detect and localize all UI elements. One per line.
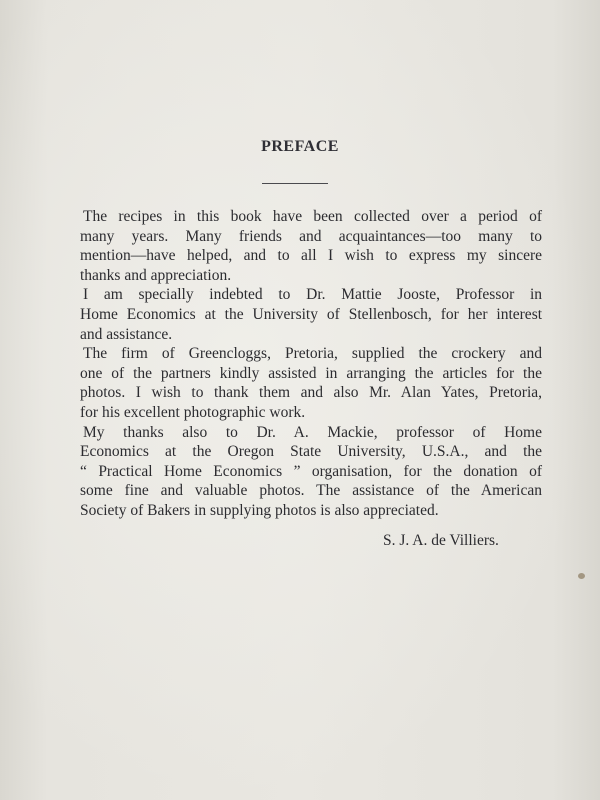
page-title: PREFACE xyxy=(261,138,339,155)
paper-stain xyxy=(578,573,585,579)
text-line: I am specially indebted to Dr. Mattie Jooste, Professor in xyxy=(83,286,543,304)
text-line: and assistance. xyxy=(80,325,173,343)
text-line: The recipes in this book have been collected over a period of xyxy=(83,208,542,225)
paragraph-2 xyxy=(80,285,542,344)
paragraph-3 xyxy=(80,344,542,422)
text-line: My thanks also to Dr. A. Mackie, professor of Home xyxy=(83,423,542,441)
title-divider xyxy=(262,183,328,184)
text-line: Economics at the Oregon State University, U.S.A., and the xyxy=(80,443,542,461)
text-line: mention—have helped, and to all I wish to express my sincere xyxy=(80,247,543,265)
text-line: The firm of Greencloggs, Pretoria, supplied the crockery and xyxy=(83,345,543,363)
preface-body xyxy=(80,207,542,521)
text-line: one of the partners kindly assisted in arranging the articles for the xyxy=(80,364,542,382)
text-line: thanks and appreciation. xyxy=(80,266,232,284)
text-line: Society of Bakers in supplying photos is also appreciated. xyxy=(80,501,439,519)
text-line: “ Practical Home Economics ” organisation, for the donation of xyxy=(80,462,543,480)
text-line: photos. I wish to thank them and also Mr. Alan Yates, Pretoria, xyxy=(80,384,543,402)
paragraph-4 xyxy=(80,423,542,521)
text-line: some fine and valuable photos. The assistance of the American xyxy=(80,482,542,500)
text-line: for his excellent photographic work. xyxy=(80,403,306,421)
text-line: Home Economics at the University of Stellenbosch, for her interest xyxy=(80,305,543,323)
author-signature: S. J. A. de Villiers. xyxy=(383,532,499,549)
paragraph-1 xyxy=(80,207,542,285)
text-line: many years. Many friends and acquaintances—too many to xyxy=(80,227,542,245)
